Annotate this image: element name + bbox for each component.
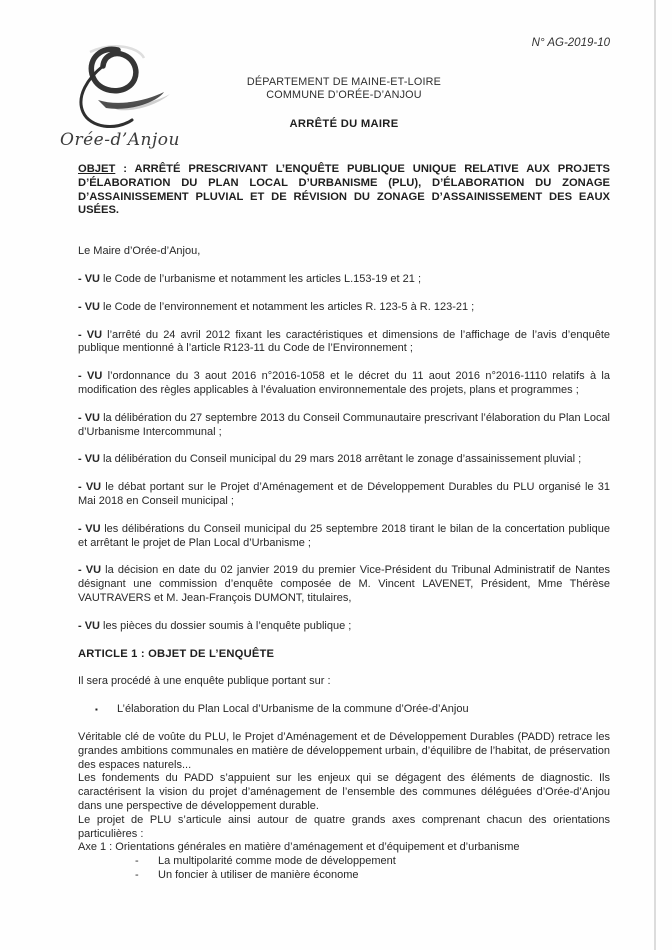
square-bullet-icon: ▪ — [95, 705, 98, 715]
objet-label: OBJET — [78, 163, 116, 175]
vu-text: le Code de l’urbanisme et notamment les articles L.153-19 et 21 ; — [100, 272, 422, 285]
paragraph: Véritable clé de voûte du PLU, le Projet d’Aménagement et de Développement Durables (PADD) retrace les grandes ambitions communales en matière de développement urbain, d’équilibre de l’habitat, de préservation des espaces naturels... — [78, 730, 610, 771]
paragraph: Les fondements du PADD s’appuient sur les enjeux qui se dégagent des éléments de diagnostic. Ils caractérisent la vision du projet d’aménagement de l’ensemble des communes déléguées d’Orée-d’Anjou dans une perspective de développement durable. — [78, 772, 610, 812]
vu-item — [78, 564, 610, 605]
vu-prefix: - VU — [78, 564, 102, 577]
vu-prefix: - VU — [78, 619, 100, 632]
vu-text: les pièces du dossier soumis à l’enquête publique ; — [100, 619, 352, 632]
axis-sub-item-text: La multipolarité comme mode de développement — [158, 855, 396, 868]
department-line: DÉPARTEMENT DE MAINE-ET-LOIRE — [246, 76, 442, 88]
vu-prefix: - VU — [78, 300, 100, 313]
vu-item — [78, 370, 610, 398]
vu-item — [78, 329, 610, 357]
vu-prefix: - VU — [78, 370, 103, 383]
axis-sub-item — [78, 855, 610, 869]
vu-item — [78, 481, 610, 509]
article1-intro: Il sera procédé à une enquête publique portant sur : — [78, 675, 331, 688]
document-number: N° AG-2019-10 — [531, 37, 610, 49]
objet-paragraph — [78, 163, 610, 218]
vu-text: l’arrêté du 24 avril 2012 fixant les caractéristiques et dimensions de l’affichage de l’avis d’enquête publique mentionné à l’article R123-11 du Code de l’Environnement ; — [78, 328, 610, 355]
vu-prefix: - VU — [78, 411, 101, 424]
article1-heading: ARTICLE 1 : OBJET DE L’ENQUÊTE — [78, 647, 275, 660]
logo-wordmark: Orée-d’Anjou — [60, 130, 180, 150]
vu-text: le débat portant sur le Projet d’Aménagement et de Développement Durables du PLU organisé le 31 Mai 2018 en Conseil municipal ; — [78, 481, 610, 507]
vu-prefix: - VU — [78, 522, 101, 535]
vu-text: la décision en date du 02 janvier 2019 du premier Vice-Président du Tribunal Administratif de Nantes désignant une commission d’enquête composée de M. Vincent LAVENET, Président, Mme Thérèse VAUTRAVERS et M. Jean-François DUMONT, titulaires, — [78, 564, 611, 604]
vu-item — [78, 273, 610, 287]
vu-text: le Code de l’environnement et notamment les articles R. 123-5 à R. 123-21 ; — [100, 300, 475, 313]
axis-sub-item — [78, 869, 610, 883]
vu-prefix: - VU — [78, 453, 100, 466]
vu-text: les délibérations du Conseil municipal du 25 septembre 2018 tirant le bilan de la concertation publique et arrêtant le projet de Plan Local d’Urbanisme ; — [78, 522, 610, 549]
commune-line: COMMUNE D’ORÉE-D’ANJOU — [266, 89, 422, 101]
bullet-text: L’élaboration du Plan Local d’Urbanisme de la commune d’Orée-d’Anjou — [117, 703, 469, 716]
vu-text: l’ordonnance du 3 aout 2016 n°2016-1058 et le décret du 11 aout 2016 n°2016-1110 relatifs à la modification des règles applicables à l’évaluation environnementale des projets, plans et programmes ; — [78, 370, 610, 396]
vu-item — [78, 412, 610, 440]
vu-text: la délibération du 27 septembre 2013 du Conseil Communautaire prescrivant l’élaboration du Plan Local d’Urbanisme Intercommunal ; — [78, 411, 611, 438]
vu-item — [78, 523, 610, 551]
vu-item — [78, 620, 610, 634]
document-title: ARRÊTÉ DU MAIRE — [289, 118, 399, 130]
salutation-line: Le Maire d’Orée-d’Anjou, — [78, 245, 201, 258]
axis-sub-item-text: Un foncier à utiliser de manière économe — [158, 868, 359, 881]
vu-prefix: - VU — [78, 481, 102, 494]
axe1-line: Axe 1 : Orientations générales en matière d’aménagement et d’équipement et d’urbanisme — [78, 841, 520, 854]
bullet-item — [78, 703, 610, 717]
vu-prefix: - VU — [78, 328, 103, 341]
document-header — [78, 76, 610, 102]
dash-marker: - — [135, 855, 139, 868]
paragraph: Le projet de PLU s’articule ainsi autour de quatre grands axes comprenant chacun des orientations particulières : — [78, 813, 610, 840]
vu-text: la délibération du Conseil municipal du 29 mars 2018 arrêtant le zonage d’assainissement pluvial ; — [100, 453, 582, 466]
article1-body — [78, 731, 610, 883]
objet-text: : ARRÊTÉ PRESCRIVANT L’ENQUÊTE PUBLIQUE UNIQUE RELATIVE AUX PROJETS D’ÉLABORATION DU PLAN LOCAL D’URBANISME (PLU), D’ÉLABORATION DU ZONAGE D’ASSAINISSEMENT PLUVIAL ET DE RÉVISION DU ZONAGE D’ASSAINISSEMENT DES EAUX USÉES. — [78, 163, 610, 217]
dash-marker: - — [135, 868, 139, 881]
vu-item — [78, 453, 610, 467]
vu-prefix: - VU — [78, 272, 100, 285]
vu-item — [78, 301, 610, 315]
